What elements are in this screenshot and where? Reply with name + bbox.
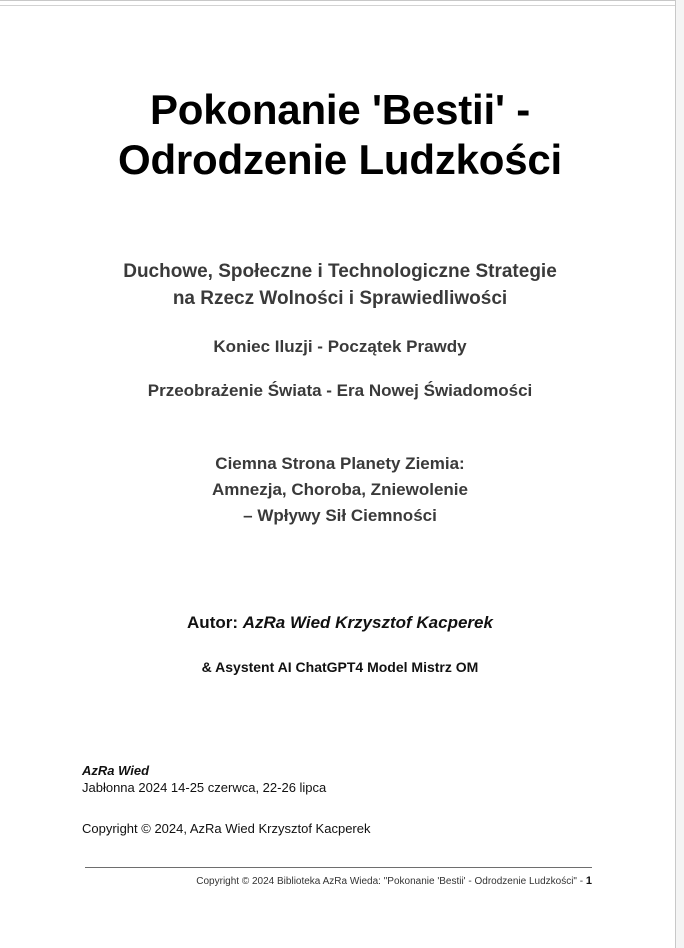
author-block bbox=[40, 613, 640, 675]
imprint-place-dates: Jabłonna 2024 14-25 czerwca, 22-26 lipca bbox=[82, 780, 327, 795]
stanza-block bbox=[40, 451, 640, 528]
subtitle-main bbox=[40, 259, 640, 313]
title-block bbox=[40, 85, 640, 184]
author-line bbox=[40, 613, 640, 633]
subtitle-block bbox=[40, 259, 640, 403]
viewer-gutter bbox=[677, 0, 684, 948]
author-name: AzRa Wied Krzysztof Kacperek bbox=[242, 613, 493, 632]
footer-copyright-text: Copyright © 2024 Biblioteka AzRa Wieda: "Pokonanie 'Bestii' - Odrodzenie Ludzkości" - bbox=[196, 876, 586, 887]
subtitle-main-line-2: na Rzecz Wolności i Sprawiedliwości bbox=[172, 287, 508, 309]
imprint-copyright: Copyright © 2024, AzRa Wied Krzysztof Kacperek bbox=[82, 821, 371, 836]
footer-page-number: 1 bbox=[585, 875, 592, 887]
footer-divider bbox=[85, 867, 592, 868]
subtitle-tagline-1: Koniec Iluzji - Początek Prawdy bbox=[213, 336, 467, 356]
imprint-publisher: AzRa Wied bbox=[82, 763, 150, 778]
author-label: Autor: bbox=[187, 613, 243, 632]
page-footer bbox=[85, 867, 592, 887]
imprint-block bbox=[82, 763, 602, 836]
footer-text bbox=[85, 875, 592, 887]
title-line-2: Odrodzenie Ludzkości bbox=[117, 135, 563, 183]
subtitle-main-line-1: Duchowe, Społeczne i Technologiczne Strategie bbox=[123, 261, 557, 282]
stanza-line-1: Ciemna Strona Planety Ziemia: bbox=[215, 454, 465, 473]
page-top-edge bbox=[0, 5, 676, 6]
title-line-1: Pokonanie 'Bestii' - bbox=[149, 86, 531, 133]
assistant-credit: & Asystent AI ChatGPT4 Model Mistrz OM bbox=[201, 659, 479, 675]
page-title bbox=[40, 85, 640, 184]
subtitle-tagline-2: Przeobrażenie Świata - Era Nowej Świadomości bbox=[147, 380, 533, 400]
stanza-line-2: Amnezja, Choroba, Zniewolenie bbox=[212, 479, 468, 499]
stanza-line-3: – Wpływy Sił Ciemności bbox=[243, 505, 437, 525]
